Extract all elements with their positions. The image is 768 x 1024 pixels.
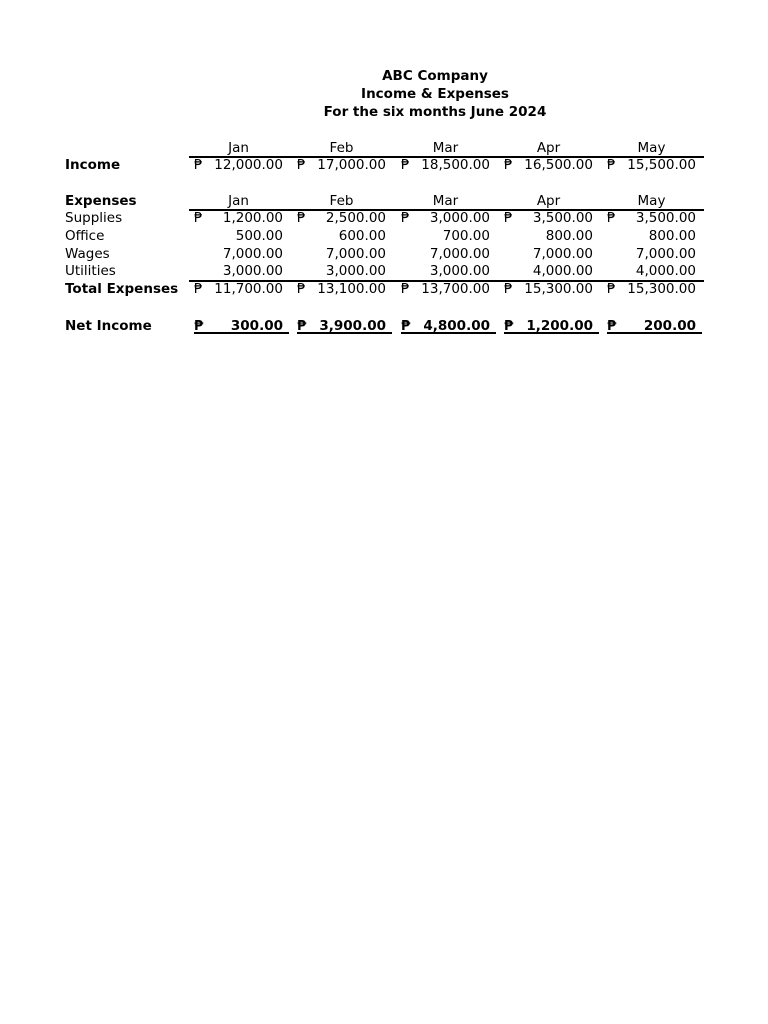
net-income-value: 200.00: [643, 318, 696, 334]
total-expenses-cell: [603, 280, 700, 298]
income-value: 12,000.00: [214, 157, 283, 173]
income-label: Income: [65, 157, 121, 173]
total-expenses-label: Total Expenses: [65, 281, 179, 297]
month-header: Apr: [536, 193, 561, 209]
expense-value: 7,000.00: [325, 246, 386, 262]
income-cell: [603, 156, 700, 174]
net-income-underline: [504, 332, 599, 334]
month-header: May: [637, 193, 666, 209]
total-expenses-cell: [190, 280, 287, 298]
total-expenses-cell: [500, 280, 597, 298]
income-cell: [293, 156, 390, 174]
expense-cell: [500, 245, 597, 263]
expense-value: 7,000.00: [222, 246, 283, 262]
month-header: Feb: [329, 140, 354, 156]
company-name: ABC Company: [382, 68, 488, 84]
income-cell: [190, 156, 287, 174]
month-header: Feb: [329, 193, 354, 209]
expense-cell: [190, 262, 287, 280]
total-expenses-value: 13,100.00: [317, 281, 386, 297]
expense-value: 500.00: [235, 228, 283, 244]
currency-symbol: ₱: [194, 210, 203, 226]
expense-cell: [293, 245, 390, 263]
total-expenses-value: 15,300.00: [627, 281, 696, 297]
expense-cell: [603, 209, 700, 227]
expense-cell: [500, 227, 597, 245]
currency-symbol: ₱: [194, 281, 203, 297]
net-income-underline: [401, 332, 496, 334]
expense-value: 3,000.00: [325, 263, 386, 279]
expense-label: Office: [65, 228, 105, 244]
currency-symbol: ₱: [504, 318, 514, 334]
expense-value: 2,500.00: [325, 210, 386, 226]
month-header: Mar: [432, 193, 459, 209]
total-expenses-value: 13,700.00: [421, 281, 490, 297]
currency-symbol: ₱: [607, 318, 617, 334]
net-income-value: 3,900.00: [319, 318, 386, 334]
report-name: Income & Expenses: [361, 86, 509, 102]
month-header: Apr: [536, 140, 561, 156]
expense-value: 4,000.00: [532, 263, 593, 279]
net-income-value: 4,800.00: [423, 318, 490, 334]
total-expenses-cell: [397, 280, 494, 298]
expense-cell: [397, 209, 494, 227]
currency-symbol: ₱: [297, 210, 306, 226]
currency-symbol: ₱: [607, 157, 616, 173]
expense-cell: [190, 227, 287, 245]
expense-value: 3,000.00: [429, 263, 490, 279]
income-cell: [500, 156, 597, 174]
expense-value: 3,000.00: [429, 210, 490, 226]
expense-cell: [190, 245, 287, 263]
expense-cell: [293, 262, 390, 280]
currency-symbol: ₱: [504, 157, 513, 173]
currency-symbol: ₱: [401, 281, 410, 297]
expense-value: 3,500.00: [532, 210, 593, 226]
expense-cell: [397, 262, 494, 280]
expense-value: 800.00: [545, 228, 593, 244]
total-expenses-value: 11,700.00: [214, 281, 283, 297]
income-value: 15,500.00: [627, 157, 696, 173]
expense-value: 7,000.00: [429, 246, 490, 262]
currency-symbol: ₱: [194, 157, 203, 173]
expense-value: 600.00: [338, 228, 386, 244]
total-expenses-value: 15,300.00: [524, 281, 593, 297]
income-value: 16,500.00: [524, 157, 593, 173]
net-income-underline: [297, 332, 392, 334]
expense-value: 1,200.00: [222, 210, 283, 226]
expense-value: 3,000.00: [222, 263, 283, 279]
currency-symbol: ₱: [297, 157, 306, 173]
currency-symbol: ₱: [401, 318, 411, 334]
currency-symbol: ₱: [297, 281, 306, 297]
report-title: [0, 67, 768, 121]
net-income-label: Net Income: [65, 318, 152, 334]
currency-symbol: ₱: [194, 318, 204, 334]
month-header: Mar: [432, 140, 459, 156]
expense-value: 800.00: [648, 228, 696, 244]
expense-label: Wages: [65, 246, 110, 262]
expenses-label: Expenses: [65, 193, 137, 209]
currency-symbol: ₱: [607, 281, 616, 297]
currency-symbol: ₱: [504, 210, 513, 226]
expense-label: Utilities: [65, 263, 116, 279]
net-income-underline: [194, 332, 289, 334]
expense-cell: [603, 227, 700, 245]
expense-cell: [500, 209, 597, 227]
expense-cell: [397, 245, 494, 263]
currency-symbol: ₱: [297, 318, 307, 334]
expense-cell: [293, 227, 390, 245]
expense-value: 3,500.00: [635, 210, 696, 226]
currency-symbol: ₱: [607, 210, 616, 226]
currency-symbol: ₱: [401, 157, 410, 173]
expense-cell: [603, 262, 700, 280]
expense-value: 700.00: [442, 228, 490, 244]
expense-value: 7,000.00: [532, 246, 593, 262]
income-cell: [397, 156, 494, 174]
expense-cell: [500, 262, 597, 280]
expense-cell: [603, 245, 700, 263]
expense-cell: [190, 209, 287, 227]
expense-value: 7,000.00: [635, 246, 696, 262]
net-income-underline: [607, 332, 702, 334]
month-header: Jan: [228, 140, 249, 156]
expense-cell: [397, 227, 494, 245]
net-income-value: 1,200.00: [526, 318, 593, 334]
net-income-value: 300.00: [230, 318, 283, 334]
expense-label: Supplies: [65, 210, 123, 226]
income-value: 17,000.00: [317, 157, 386, 173]
expense-cell: [293, 209, 390, 227]
month-header: Jan: [228, 193, 249, 209]
income-value: 18,500.00: [421, 157, 490, 173]
currency-symbol: ₱: [504, 281, 513, 297]
report-period: For the six months June 2024: [323, 104, 547, 120]
expense-value: 4,000.00: [635, 263, 696, 279]
month-header: May: [637, 140, 666, 156]
currency-symbol: ₱: [401, 210, 410, 226]
total-expenses-cell: [293, 280, 390, 298]
